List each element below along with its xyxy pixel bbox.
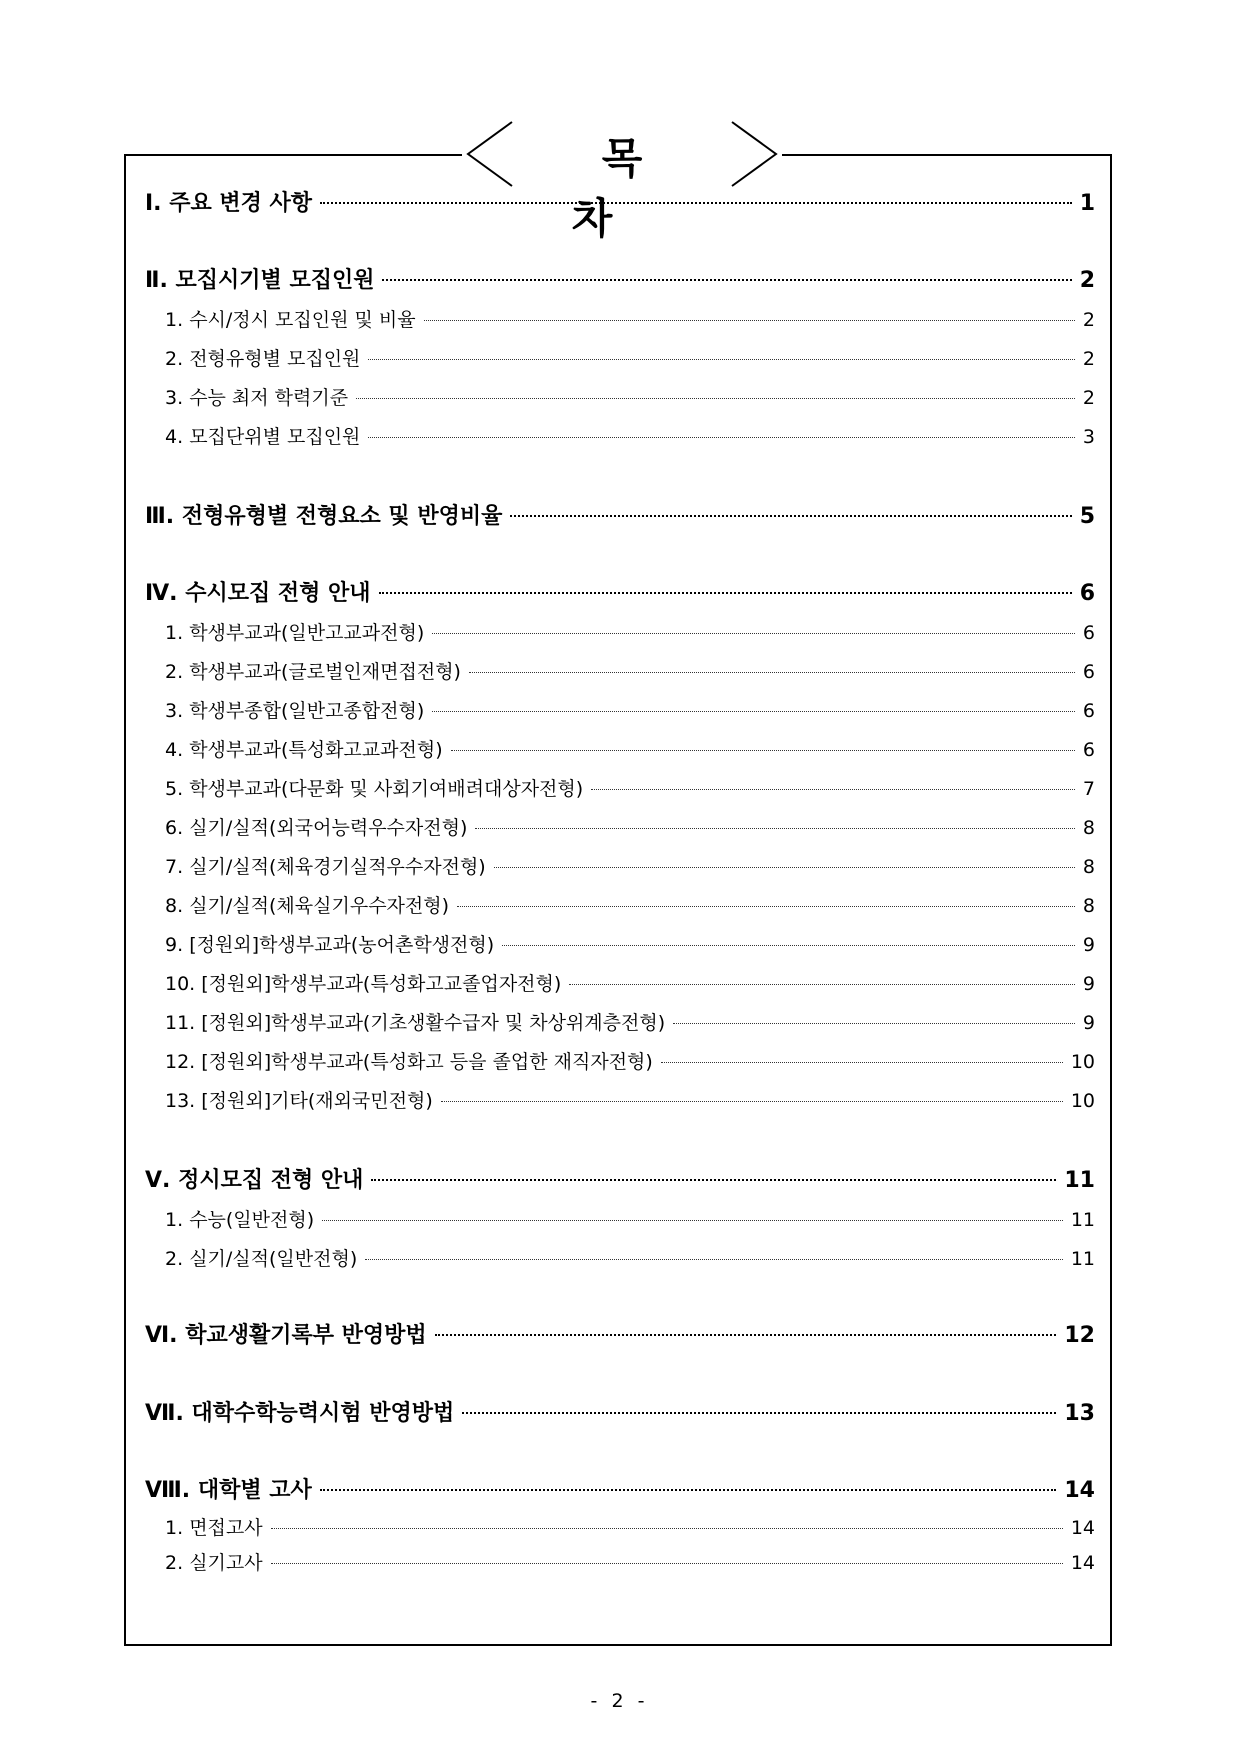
toc-entry-number: Ⅵ. (145, 1323, 178, 1348)
toc-entry-number: 3. (165, 387, 184, 409)
toc-leader-dots (457, 906, 1075, 907)
toc-entry-page: 12 (1064, 1323, 1095, 1348)
toc-leader-dots (661, 1062, 1063, 1063)
toc-entry-page: 6 (1079, 581, 1095, 606)
toc-entry-number: 2. (165, 1552, 184, 1574)
toc-entry-page: 2 (1079, 268, 1095, 293)
toc-entry-label: 학생부교과(글로벌인재면접전형) (189, 661, 461, 683)
toc-leader-dots (371, 1179, 1056, 1181)
toc-entry-label: 수시/정시 모집인원 및 비율 (189, 309, 416, 331)
toc-entry-label: [정원외]학생부교과(농어촌학생전형) (189, 934, 495, 956)
toc-entry-section-4[interactable] (145, 576, 1095, 607)
toc-entry-label: 수시모집 전형 안내 (185, 581, 371, 606)
toc-leader-dots (441, 1101, 1063, 1102)
toc-entry-number: 2. (165, 661, 184, 683)
toc-entry-page: 9 (1082, 934, 1095, 956)
toc-leader-dots (451, 750, 1075, 751)
toc-leader-dots (569, 984, 1075, 985)
page-number-footer: - 2 - (590, 1690, 649, 1712)
toc-entry-2-3[interactable] (165, 383, 1095, 410)
toc-leader-dots (271, 1563, 1063, 1564)
toc-leader-dots (462, 1412, 1056, 1414)
toc-title-banner (462, 118, 782, 243)
toc-entry-number: 6. (165, 817, 184, 839)
toc-leader-dots (382, 279, 1071, 281)
toc-entry-page: 13 (1064, 1401, 1095, 1426)
toc-entry-4-10[interactable] (165, 969, 1095, 996)
toc-entry-5-1[interactable] (165, 1205, 1095, 1232)
toc-entry-section-6[interactable] (145, 1318, 1095, 1349)
toc-leader-dots (365, 1259, 1063, 1260)
toc-entry-label: 수능 최저 학력기준 (189, 387, 349, 409)
toc-entry-4-7[interactable] (165, 852, 1095, 879)
toc-entry-page: 9 (1082, 973, 1095, 995)
toc-entry-page: 8 (1082, 895, 1095, 917)
toc-leader-dots (368, 359, 1074, 360)
toc-entry-number: 1. (165, 309, 184, 331)
toc-leader-dots (320, 202, 1072, 204)
toc-entry-section-2[interactable] (145, 263, 1095, 294)
toc-entry-page: 2 (1082, 348, 1095, 370)
toc-entry-8-1[interactable] (165, 1513, 1095, 1540)
toc-entry-page: 7 (1082, 778, 1095, 800)
toc-entry-number: Ⅴ. (145, 1168, 171, 1193)
toc-entry-number: 4. (165, 739, 184, 761)
toc-entry-number: 4. (165, 426, 184, 448)
toc-entry-label: [정원외]학생부교과(특성화고 등을 졸업한 재직자전형) (201, 1051, 653, 1073)
toc-entry-4-1[interactable] (165, 618, 1095, 645)
toc-entry-label: 실기/실적(체육경기실적우수자전형) (189, 856, 486, 878)
toc-entry-page: 2 (1082, 309, 1095, 331)
toc-entry-4-11[interactable] (165, 1008, 1095, 1035)
toc-leader-dots (591, 789, 1075, 790)
toc-entry-number: 2. (165, 1248, 184, 1270)
toc-leader-dots (673, 1023, 1075, 1024)
toc-entry-4-13[interactable] (165, 1086, 1095, 1113)
toc-entry-page: 3 (1082, 426, 1095, 448)
toc-leader-dots (435, 1334, 1057, 1336)
toc-entry-label: 실기고사 (189, 1552, 263, 1574)
toc-entry-label: 면접고사 (189, 1517, 263, 1539)
toc-entry-label: 모집단위별 모집인원 (189, 426, 361, 448)
toc-entry-number: 1. (165, 1517, 184, 1539)
toc-leader-dots (475, 828, 1075, 829)
toc-entry-2-4[interactable] (165, 422, 1095, 449)
toc-entry-4-5[interactable] (165, 774, 1095, 801)
toc-entry-label: 학생부교과(특성화고교과전형) (189, 739, 443, 761)
toc-entry-number: Ⅳ. (145, 581, 178, 606)
toc-entry-section-1[interactable] (145, 186, 1095, 217)
toc-entry-number: 11. (165, 1012, 196, 1034)
toc-entry-number: 13. (165, 1090, 196, 1112)
toc-entry-number: 10. (165, 973, 196, 995)
toc-entry-page: 6 (1082, 622, 1095, 644)
toc-leader-dots (432, 633, 1075, 634)
toc-entry-number: Ⅲ. (145, 504, 175, 529)
toc-entry-page: 9 (1082, 1012, 1095, 1034)
toc-entry-4-4[interactable] (165, 735, 1095, 762)
toc-entry-2-2[interactable] (165, 344, 1095, 371)
toc-entry-4-12[interactable] (165, 1047, 1095, 1074)
toc-leader-dots (322, 1220, 1063, 1221)
toc-entry-page: 8 (1082, 856, 1095, 878)
toc-entry-label: 실기/실적(일반전형) (189, 1248, 358, 1270)
toc-entry-label: 전형유형별 전형요소 및 반영비율 (181, 504, 503, 529)
toc-leader-dots (494, 867, 1075, 868)
toc-entry-label: 전형유형별 모집인원 (189, 348, 361, 370)
toc-leader-dots (502, 945, 1075, 946)
toc-entry-number: 8. (165, 895, 184, 917)
toc-leader-dots (379, 592, 1072, 594)
toc-leader-dots (271, 1528, 1063, 1529)
toc-entry-number: Ⅷ. (145, 1478, 191, 1503)
toc-entry-number: 5. (165, 778, 184, 800)
toc-entry-number: Ⅶ. (145, 1401, 184, 1426)
toc-leader-dots (510, 515, 1071, 517)
toc-entry-label: 실기/실적(체육실기우수자전형) (189, 895, 450, 917)
toc-entry-label: 학교생활기록부 반영방법 (185, 1323, 427, 1348)
toc-entry-section-7[interactable] (145, 1396, 1095, 1427)
toc-entry-label: 주요 변경 사항 (169, 191, 313, 216)
toc-entry-page: 14 (1070, 1517, 1095, 1539)
toc-leader-dots (356, 398, 1075, 399)
page-title: 목 차 (571, 134, 703, 243)
toc-entry-number: 9. (165, 934, 184, 956)
toc-entry-label: 정시모집 전형 안내 (178, 1168, 364, 1193)
toc-entry-number: 12. (165, 1051, 196, 1073)
toc-entry-label: 학생부종합(일반고종합전형) (189, 700, 425, 722)
toc-entry-number: 2. (165, 348, 184, 370)
toc-entry-page: 14 (1070, 1552, 1095, 1574)
toc-entry-page: 11 (1070, 1248, 1095, 1270)
toc-entry-page: 6 (1082, 700, 1095, 722)
toc-leader-dots (469, 672, 1075, 673)
toc-entry-label: [정원외]기타(재외국민전형) (201, 1090, 433, 1112)
toc-leader-dots (320, 1489, 1057, 1491)
toc-entry-page: 8 (1082, 817, 1095, 839)
toc-entry-page: 10 (1070, 1090, 1095, 1112)
toc-entry-4-9[interactable] (165, 930, 1095, 957)
toc-entry-5-2[interactable] (165, 1244, 1095, 1271)
toc-entry-page: 1 (1079, 191, 1095, 216)
toc-entry-label: 대학별 고사 (197, 1478, 312, 1503)
toc-entry-label: 모집시기별 모집인원 (175, 268, 375, 293)
toc-entry-number: 1. (165, 1209, 184, 1231)
toc-entry-label: 학생부교과(다문화 및 사회기여배려대상자전형) (189, 778, 584, 800)
toc-entry-section-3[interactable] (145, 499, 1095, 530)
toc-leader-dots (368, 437, 1074, 438)
toc-entry-4-2[interactable] (165, 657, 1095, 684)
toc-entry-page: 11 (1064, 1168, 1095, 1193)
toc-entry-label: [정원외]학생부교과(특성화고교졸업자전형) (201, 973, 562, 995)
toc-entry-page: 14 (1064, 1478, 1095, 1503)
toc-entry-page: 11 (1070, 1209, 1095, 1231)
toc-leader-dots (432, 711, 1075, 712)
toc-entry-8-2[interactable] (165, 1548, 1095, 1575)
toc-entry-4-8[interactable] (165, 891, 1095, 918)
toc-entry-number: 7. (165, 856, 184, 878)
toc-entry-number: 3. (165, 700, 184, 722)
toc-entry-page: 6 (1082, 661, 1095, 683)
toc-entry-4-3[interactable] (165, 696, 1095, 723)
toc-entry-section-8[interactable] (145, 1473, 1095, 1504)
toc-entry-page: 2 (1082, 387, 1095, 409)
toc-entry-section-5[interactable] (145, 1163, 1095, 1194)
toc-entry-page: 6 (1082, 739, 1095, 761)
toc-entry-label: 실기/실적(외국어능력우수자전형) (189, 817, 468, 839)
toc-entry-number: Ⅱ. (145, 268, 168, 293)
toc-entry-label: 수능(일반전형) (189, 1209, 315, 1231)
toc-entry-4-6[interactable] (165, 813, 1095, 840)
toc-entry-number: Ⅰ. (145, 191, 162, 216)
toc-entry-label: [정원외]학생부교과(기초생활수급자 및 차상위계층전형) (201, 1012, 666, 1034)
toc-leader-dots (424, 320, 1075, 321)
toc-entry-label: 학생부교과(일반고교과전형) (189, 622, 425, 644)
toc-entry-page: 5 (1079, 504, 1095, 529)
toc-entry-2-1[interactable] (165, 305, 1095, 332)
toc-entry-page: 10 (1070, 1051, 1095, 1073)
toc-entry-number: 1. (165, 622, 184, 644)
toc-entry-label: 대학수학능력시험 반영방법 (191, 1401, 455, 1426)
